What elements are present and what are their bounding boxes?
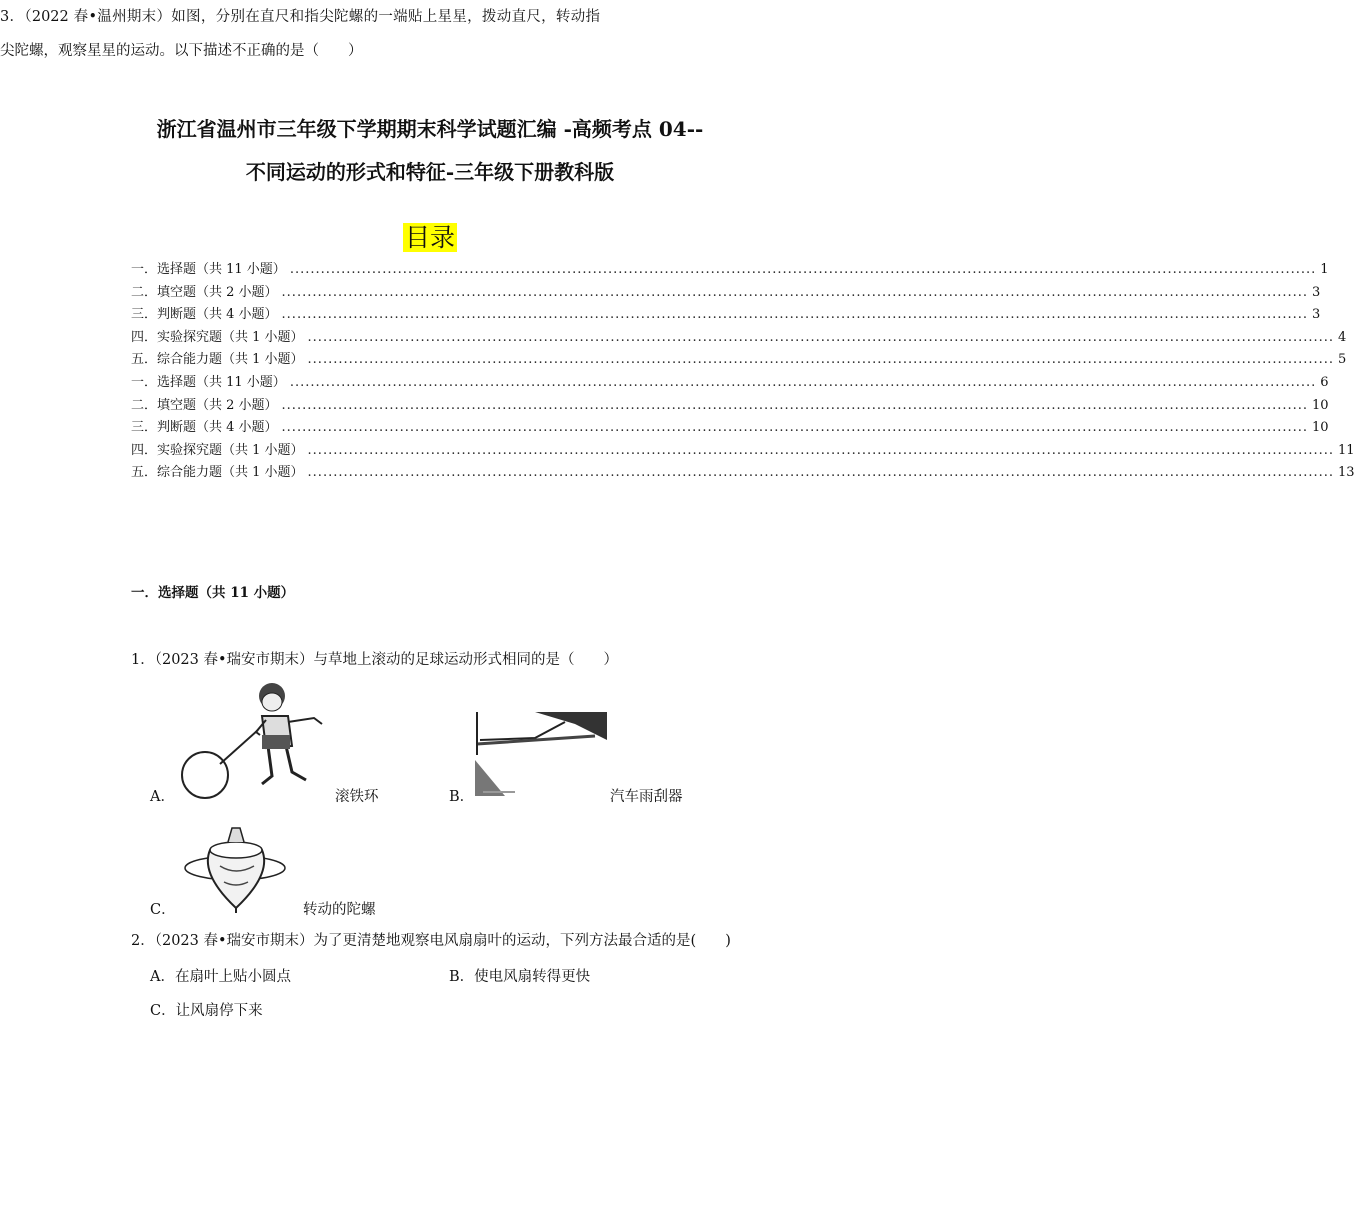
toc-leader-dots: ........................................................................................................................................................................................................ (289, 374, 1317, 390)
toc-leader-dots: ........................................................................................................................................................................................................ (307, 465, 1335, 481)
toc-leader-dots: ........................................................................................................................................................................................................ (281, 397, 1309, 413)
windshield-wiper-image (475, 710, 610, 800)
toc-entry-label: 四．实验探究题（共 1 小题） (131, 442, 304, 458)
toc-entry-label: 五．综合能力题（共 1 小题） (131, 352, 304, 368)
toc-heading (0, 218, 860, 254)
toc-entry-page: 6 (1320, 374, 1329, 390)
toc-entry-label: 二．填空题（共 2 小题） (131, 284, 278, 300)
toc-entry[interactable] (131, 303, 1321, 326)
toc-entry[interactable] (131, 371, 1329, 394)
q1-option-c-letter: C． (150, 902, 176, 918)
table-of-contents (131, 258, 1355, 484)
document-title-line-1: 浙江省温州市三年级下学期期末科学试题汇编 -高频考点 04-- (156, 117, 704, 141)
toc-entry-page: 4 (1338, 329, 1347, 345)
question-2-stem: 2．（2023 春•瑞安市期末）为了更清楚地观察电风扇扇叶的运动，下列方法最合适的是( ) (131, 933, 731, 949)
toc-entry[interactable] (131, 461, 1355, 484)
toc-leader-dots: ........................................................................................................................................................................................................ (281, 420, 1309, 436)
toc-entry[interactable] (131, 348, 1347, 371)
toc-entry[interactable] (131, 281, 1321, 304)
toc-leader-dots: ........................................................................................................................................................................................................ (281, 307, 1309, 323)
q1-option-a-letter: A． (150, 789, 175, 805)
toc-leader-dots: ........................................................................................................................................................................................................ (307, 329, 1335, 345)
toc-entry[interactable] (131, 326, 1347, 349)
q2-option-a: A．在扇叶上贴小圆点 (150, 969, 291, 985)
toc-leader-dots: ........................................................................................................................................................................................................ (289, 262, 1317, 277)
toc-entry-page: 13 (1338, 465, 1355, 481)
toc-heading-text: 目录 (404, 223, 455, 252)
toc-leader-dots: ........................................................................................................................................................................................................ (307, 352, 1335, 368)
question-1-stem: 1．（2023 春•瑞安市期末）与草地上滚动的足球运动形式相同的是（ ） (131, 652, 619, 668)
toc-leader-dots: ........................................................................................................................................................................................................ (307, 442, 1335, 458)
hoop-rolling-image (176, 680, 336, 800)
toc-entry-label: 三．判断题（共 4 小题） (131, 307, 278, 323)
document-title-line-2: 不同运动的形式和特征-三年级下册教科版 (245, 160, 615, 184)
toc-entry-label: 四．实验探究题（共 1 小题） (131, 329, 304, 345)
toc-entry-page: 10 (1312, 397, 1329, 413)
toc-entry-label: 五．综合能力题（共 1 小题） (131, 465, 304, 481)
q1-option-b-letter: B． (449, 789, 475, 805)
toc-entry[interactable] (131, 258, 1329, 281)
spinning-top-image (180, 822, 300, 914)
q2-option-b: B．使电风扇转得更快 (449, 969, 591, 985)
q2-option-c: C．让风扇停下来 (150, 1003, 263, 1019)
section-heading: 一．选择题（共 11 小题） (131, 585, 295, 601)
toc-entry-page: 11 (1338, 442, 1355, 458)
toc-entry-label: 一．选择题（共 11 小题） (131, 374, 286, 390)
toc-entry-page: 5 (1338, 352, 1347, 368)
toc-leader-dots: ........................................................................................................................................................................................................ (281, 284, 1309, 300)
toc-entry-label: 二．填空题（共 2 小题） (131, 397, 278, 413)
question-3-stem: 3．（2022 春•温州期末）如图，分别在直尺和指尖陀螺的一端贴上星星，拨动直尺，转动指尖陀螺，观察星星的运动。以下描述不正确的是（ ） (0, 9, 600, 59)
toc-entry[interactable] (131, 394, 1329, 417)
toc-entry-page: 1 (1320, 262, 1329, 277)
toc-entry-page: 3 (1312, 307, 1321, 323)
toc-entry[interactable] (131, 416, 1329, 439)
toc-entry-page: 3 (1312, 284, 1321, 300)
toc-entry-label: 一．选择题（共 11 小题） (131, 262, 286, 277)
q1-option-c-caption: 转动的陀螺 (303, 902, 376, 918)
toc-entry-label: 三．判断题（共 4 小题） (131, 420, 278, 436)
q1-option-a-caption: 滚铁环 (335, 789, 379, 805)
toc-entry-page: 10 (1312, 420, 1329, 436)
q1-option-b-caption: 汽车雨刮器 (610, 789, 683, 805)
toc-entry[interactable] (131, 439, 1355, 462)
